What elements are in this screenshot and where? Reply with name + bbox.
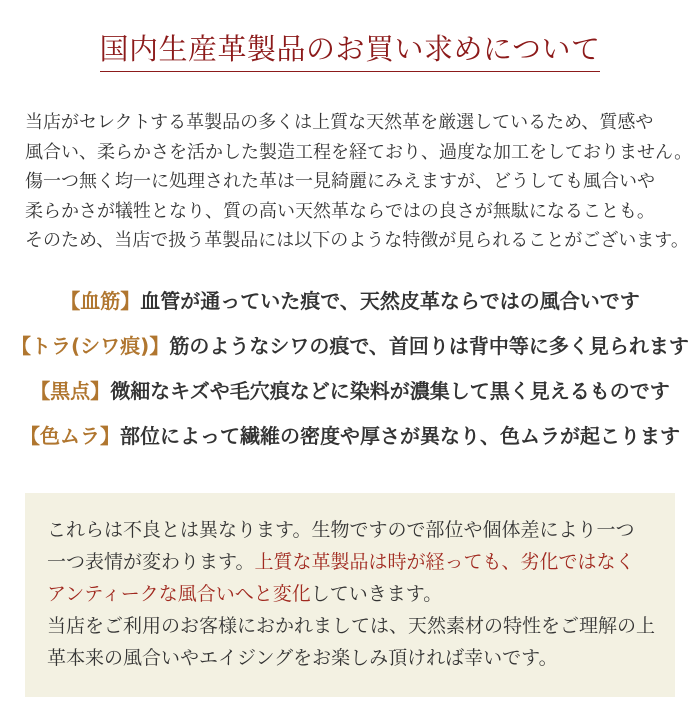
feature-description: 微細なキズや毛穴痕などに染料が濃集して黒く見えるものです bbox=[110, 378, 670, 403]
intro-line: 当店がセレクトする革製品の多くは上質な天然革を厳選しているため、質感や bbox=[25, 112, 654, 133]
feature-item-chisuji bbox=[0, 288, 700, 313]
notice-accent-text: 上質な革製品は時が経っても、劣化ではなく bbox=[254, 550, 635, 573]
notice-text: 革本来の風合いやエイジングをお楽しみ頂ければ幸いです。 bbox=[47, 646, 558, 669]
notice-line bbox=[47, 642, 655, 674]
notice-accent-text: アンティークな風合いへと変化 bbox=[47, 582, 311, 605]
notice-line bbox=[47, 610, 655, 642]
page-title-text: 国内生産革製品のお買い求めについて bbox=[100, 27, 601, 72]
feature-label: 【色ムラ】 bbox=[20, 423, 120, 448]
intro-paragraph bbox=[25, 108, 692, 256]
notice-box bbox=[25, 493, 675, 697]
notice-line bbox=[47, 578, 655, 610]
intro-line: 傷一つ無く均一に処理された革は一見綺麗にみえますが、どうしても風合いや bbox=[25, 171, 655, 192]
intro-line: そのため、当店で扱う革製品には以下のような特徴が見られることがございます。 bbox=[25, 230, 689, 251]
notice-text: していきます。 bbox=[310, 582, 443, 605]
notice-line bbox=[47, 514, 655, 546]
feature-description: 部位によって繊維の密度や厚さが異なり、色ムラが起こります bbox=[120, 423, 680, 448]
feature-label: 【黒点】 bbox=[30, 378, 111, 403]
feature-label: 【トラ(シワ痕)】 bbox=[11, 333, 170, 358]
intro-line: 柔らかさが犠牲となり、質の高い天然革ならではの良さが無駄になることも。 bbox=[25, 200, 655, 222]
notice-text: 一つ表情が変わります。 bbox=[47, 550, 255, 573]
notice-text: これらは不良とは異なります。生物ですので部位や個体差により一つ bbox=[47, 518, 635, 541]
notice-line bbox=[47, 546, 655, 578]
feature-item-tora bbox=[0, 333, 700, 358]
feature-item-iromura bbox=[0, 423, 700, 448]
feature-list bbox=[0, 288, 700, 448]
page-title bbox=[0, 27, 700, 72]
feature-label: 【血筋】 bbox=[60, 288, 141, 313]
feature-description: 血管が通っていた痕で、天然皮革ならではの風合いです bbox=[140, 288, 640, 313]
feature-description: 筋のようなシワの痕で、首回りは背中等に多く見られます bbox=[169, 333, 689, 358]
notice-text: 当店をご利用のお客様におかれましては、天然素材の特性をご理解の上 bbox=[47, 614, 656, 637]
feature-item-kokuten bbox=[0, 378, 700, 403]
intro-line: 風合い、柔らかさを活かした製造工程を経ており、過度な加工をしておりません。 bbox=[25, 141, 693, 163]
